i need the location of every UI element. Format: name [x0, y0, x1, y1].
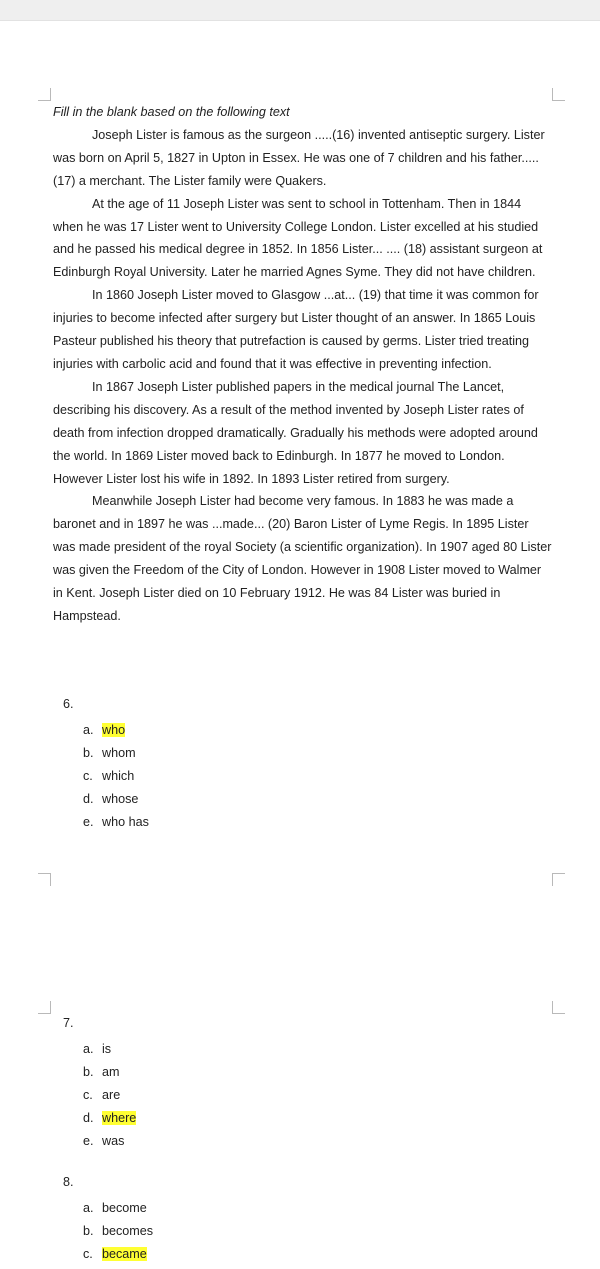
option-letter: c. — [83, 1088, 93, 1102]
option-a[interactable] — [83, 1038, 136, 1061]
option-letter: b. — [83, 1065, 94, 1079]
option-text: is — [102, 1042, 112, 1056]
option-c[interactable] — [83, 1084, 136, 1107]
option-b[interactable] — [83, 1220, 153, 1243]
option-text: becomes — [102, 1224, 154, 1238]
option-text: whose — [102, 792, 139, 806]
question-number: 6. — [63, 697, 74, 711]
option-letter: a. — [83, 1042, 94, 1056]
paragraph: Meanwhile Joseph Lister had become very famous. In 1883 he was made a baronet and in 1897 he was ...made... (20) Baron Lister of Lyme Regis. In 1895 Lister was made president of the royal Society (a scientific organization). In 1907 aged 80 Lister was given the Freedom of the City of London. However in 1908 Lister moved to Walmer in Kent. Joseph Lister died on 10 February 1912. He was 84 Lister was buried in Hampstead. — [53, 494, 552, 623]
option-letter: c. — [83, 769, 93, 783]
option-letter: c. — [83, 1247, 93, 1261]
option-b[interactable] — [83, 742, 149, 765]
question-number: 7. — [63, 1016, 74, 1030]
top-bar — [0, 0, 600, 21]
page-corner-marker — [38, 1001, 51, 1014]
option-text: who has — [102, 815, 149, 829]
option-letter: a. — [83, 723, 94, 737]
page-corner-marker — [38, 873, 51, 886]
option-d[interactable] — [83, 788, 149, 811]
paragraph: In 1867 Joseph Lister published papers in the medical journal The Lancet, describing his discovery. As a result of the method invented by Joseph Lister rates of death from infection dropped dramatically. Gradually his methods were adopted around the world. In 1869 Lister moved back to Edinburgh. In 1877 he moved to London. However Lister lost his wife in 1892. In 1893 Lister retired from surgery. — [53, 379, 538, 486]
option-c[interactable] — [83, 765, 149, 788]
option-text: became — [102, 1247, 147, 1261]
option-text: where — [102, 1111, 137, 1125]
option-e[interactable] — [83, 1130, 136, 1153]
option-letter: e. — [83, 1134, 94, 1148]
option-letter: e. — [83, 815, 94, 829]
page-corner-marker — [552, 873, 565, 886]
option-c[interactable] — [83, 1243, 153, 1266]
paragraph: Joseph Lister is famous as the surgeon .....(16) invented antiseptic surgery. Lister was born on April 5, 1827 in Upton in Essex. He was one of 7 children and his father..... (17) a merchant. The Lister family were Quakers. — [53, 127, 545, 188]
option-letter: d. — [83, 792, 94, 806]
option-letter: a. — [83, 1201, 94, 1215]
document-title: Fill in the blank based on the following text — [53, 105, 290, 119]
option-a[interactable] — [83, 719, 149, 742]
option-b[interactable] — [83, 1061, 136, 1084]
option-letter: d. — [83, 1111, 94, 1125]
options-list — [83, 719, 149, 834]
option-a[interactable] — [83, 1197, 153, 1220]
options-list — [83, 1197, 153, 1266]
page-corner-marker — [552, 88, 565, 101]
options-list — [83, 1038, 136, 1153]
option-e[interactable] — [83, 811, 149, 834]
option-letter: b. — [83, 746, 94, 760]
page-corner-marker — [38, 88, 51, 101]
option-text: become — [102, 1201, 147, 1215]
option-text: am — [102, 1065, 120, 1079]
option-text: was — [102, 1134, 125, 1148]
option-d[interactable] — [83, 1107, 136, 1130]
option-text: which — [102, 769, 135, 783]
option-text: who — [102, 723, 126, 737]
option-text: whom — [102, 746, 136, 760]
option-text: are — [102, 1088, 121, 1102]
option-letter: b. — [83, 1224, 94, 1238]
document-body — [53, 101, 553, 628]
paragraph: In 1860 Joseph Lister moved to Glasgow ...at... (19) that time it was common for injuries to become infected after surgery but Lister thought of an answer. In 1865 Louis Pasteur published his theory that putrefaction is caused by germs. Lister tried treating injuries with carbolic acid and found that it was effective in preventing infection. — [53, 288, 539, 371]
question-number: 8. — [63, 1175, 74, 1189]
paragraph: At the age of 11 Joseph Lister was sent to school in Tottenham. Then in 1844 when he was 17 Lister went to University College London. Lister excelled at his studied and he passed his medical degree in 1852. In 1856 Lister... .... (18) assistant surgeon at Edinburgh Royal University. Later he married Agnes Syme. They did not have children. — [53, 196, 543, 280]
page-corner-marker — [552, 1001, 565, 1014]
